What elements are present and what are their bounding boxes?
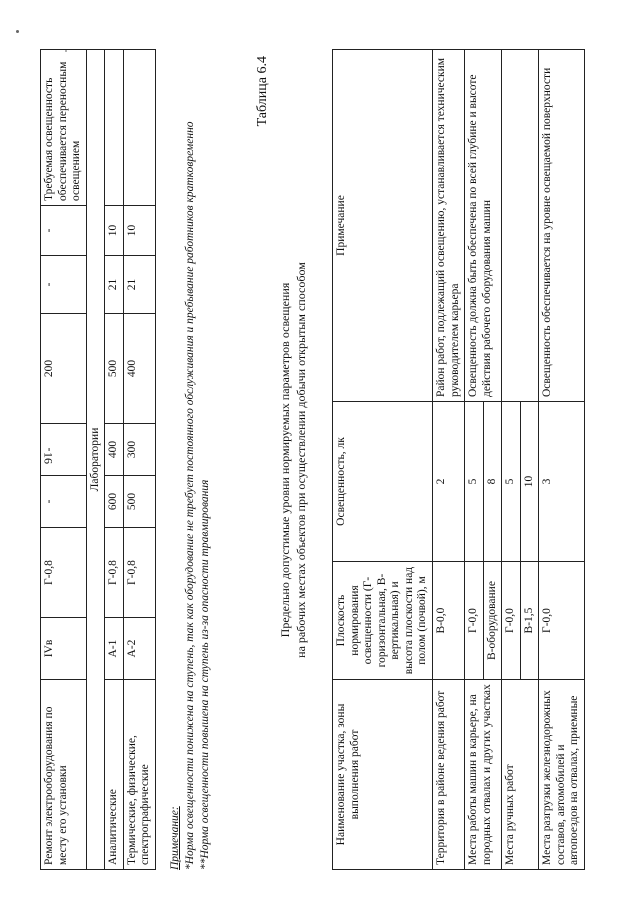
table-cell: 2 bbox=[432, 402, 464, 562]
table-cell: В-оборудование bbox=[483, 562, 502, 680]
table-row bbox=[123, 50, 155, 870]
section-label: Лаборатории bbox=[86, 50, 105, 870]
table-cell: А-1 bbox=[105, 618, 124, 680]
table-cell: 400 bbox=[105, 424, 124, 476]
table-cell: 10 bbox=[520, 402, 539, 562]
table-cell: В-1,5 bbox=[520, 562, 539, 680]
table-row bbox=[502, 50, 521, 870]
table-cell: Район работ, подлежащий освещению, устанавливается техническим руководителем карьера bbox=[432, 50, 464, 402]
table-cell: Места ручных работ bbox=[502, 680, 539, 870]
table-cell: 500 bbox=[105, 314, 124, 424]
table-cell: Места работы машин в карьере, на породных отвалах и других участках bbox=[465, 680, 502, 870]
table-cell: Г-0,8 bbox=[41, 528, 87, 618]
table-row bbox=[105, 50, 124, 870]
table-cell: Аналитические bbox=[105, 680, 124, 870]
table-cell: Термические, физические, спектрографические bbox=[123, 680, 155, 870]
rotated-page-content bbox=[40, 50, 600, 870]
table-cell bbox=[123, 50, 155, 206]
table-cell: - bbox=[41, 476, 87, 528]
table-cell: - bbox=[41, 424, 87, 476]
table-cell: 21 bbox=[105, 256, 124, 314]
table-cell: Г-0,0 bbox=[465, 562, 484, 680]
table-cell: IVв bbox=[41, 618, 87, 680]
table-cell: Г-0,0 bbox=[539, 562, 585, 680]
note-line: **Норма освещенности повышена на ступень из-за опасности травмирования bbox=[198, 479, 211, 870]
notes-heading: Примечание: bbox=[169, 806, 181, 870]
table-row bbox=[41, 50, 87, 870]
table-cell: Г-0,0 bbox=[502, 562, 521, 680]
table-row bbox=[465, 50, 484, 870]
table-row bbox=[432, 50, 464, 870]
table-notes bbox=[168, 50, 213, 870]
table-cell: Ремонт электрооборудования по месту его установки bbox=[41, 680, 87, 870]
table-header-row bbox=[333, 50, 433, 870]
table-cell bbox=[502, 50, 539, 402]
table-cell bbox=[105, 50, 124, 206]
table-cell: 5 bbox=[502, 402, 521, 562]
column-header: Примечание bbox=[333, 50, 433, 402]
caption-line: Предельно допустимые уровни нормируемых параметров освещения bbox=[278, 282, 292, 638]
table-section-row bbox=[86, 50, 105, 870]
table-cell: Освещенность должна быть обеспечена по всей глубине и высоте действия рабочего оборудования машин bbox=[465, 50, 502, 402]
table-row bbox=[539, 50, 585, 870]
table-cell: 400 bbox=[123, 314, 155, 424]
table-cell: 500 bbox=[123, 476, 155, 528]
table-cell: Г-0,8 bbox=[105, 528, 124, 618]
table-cell: В-0,0 bbox=[432, 562, 464, 680]
table-cell: А-2 bbox=[123, 618, 155, 680]
table-cell: Требуемая освещенность обеспечивается переносным освещением bbox=[41, 50, 87, 206]
table-cell: 8 bbox=[483, 402, 502, 562]
page-number: 16 bbox=[41, 452, 56, 464]
column-header: Наименование участка, зоны выполнения работ bbox=[333, 680, 433, 870]
table-cell: 21 bbox=[123, 256, 155, 314]
table-cell: 10 bbox=[105, 206, 124, 256]
column-header: Освещенность, лк bbox=[333, 402, 433, 562]
table-cell: 200 bbox=[41, 314, 87, 424]
table-cell: 5 bbox=[465, 402, 484, 562]
note-line: *Норма освещенности понижена на ступень, так как оборудование не требует постоянного обслуживания и пребывание работников кратковременно bbox=[183, 121, 196, 870]
table-cell: Территория в районе ведения работ bbox=[432, 680, 464, 870]
table-cell: 600 bbox=[105, 476, 124, 528]
table-title: Таблица 6.4 bbox=[255, 56, 270, 127]
lighting-norms-table bbox=[332, 49, 585, 870]
table-cell: Места разгрузки железнодорожных составов, автомобилей и автопоездов на отвалах, приемные bbox=[539, 680, 585, 870]
caption-line: на рабочих местах объектов при осуществлении добычи открытым способом bbox=[293, 262, 308, 658]
table-cell: 10 bbox=[123, 206, 155, 256]
table-cell: - bbox=[41, 206, 87, 256]
table-cell: 300 bbox=[123, 424, 155, 476]
table-cell: Освещенность обеспечивается на уровне освещаемой поверхности bbox=[539, 50, 585, 402]
table-cell: Г-0,8 bbox=[123, 528, 155, 618]
table-cell: - bbox=[41, 256, 87, 314]
lighting-table-continued bbox=[40, 49, 156, 870]
column-header: Плоскость нормирования освещенности (Г-горизонтальная, В-вертикальная) и высота плоскости над полом (почвой), м bbox=[333, 562, 433, 680]
table-caption bbox=[278, 50, 309, 870]
table-cell: 3 bbox=[539, 402, 585, 562]
scan-speck bbox=[16, 30, 19, 33]
